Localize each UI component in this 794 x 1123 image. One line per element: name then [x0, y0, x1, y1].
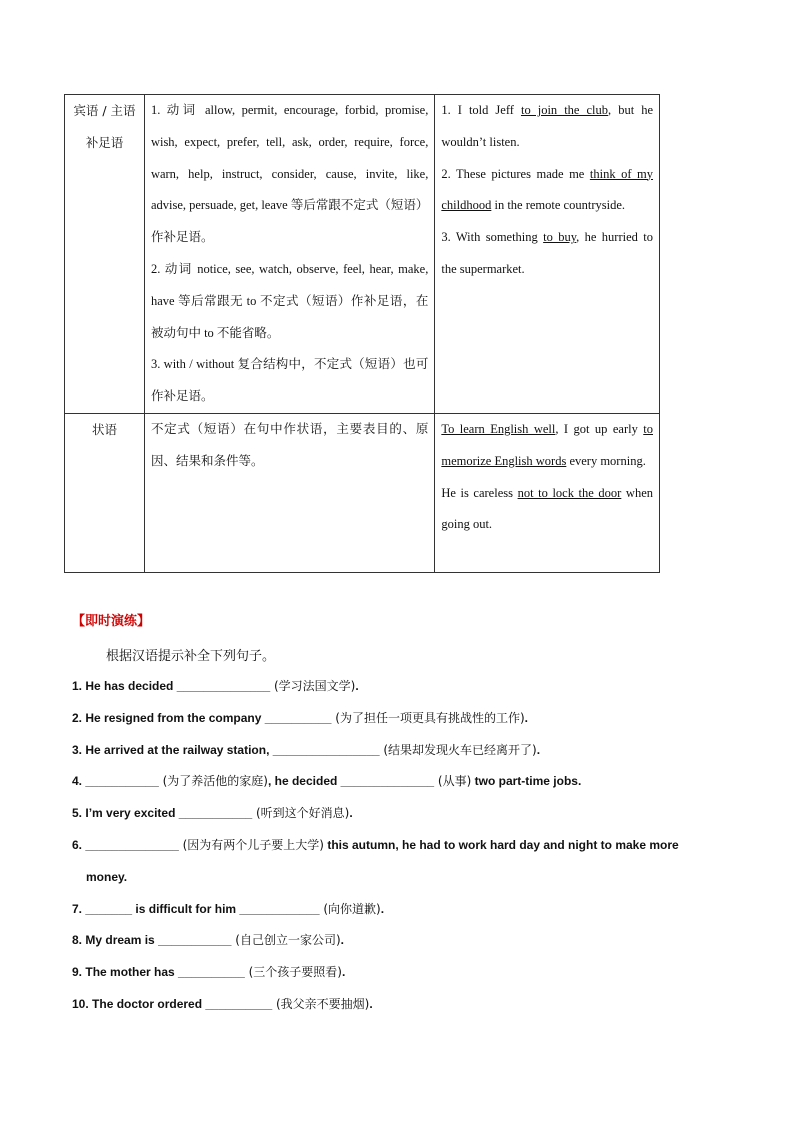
example-sentence: 3. With something to buy, he hurried to the supermarket.	[441, 230, 653, 276]
explanation-text: 3. with / without 复合结构中，不定式（短语）也可作补足语。	[150, 357, 429, 404]
role-cell: 宾语 / 主语补足语	[65, 95, 145, 414]
exercise-item: 3. He arrived at the railway station, ________________ (结果却发现火车已经离开了).	[72, 743, 541, 757]
table-row	[65, 95, 660, 414]
exercise-item: 2. He resigned from the company __________ (为了担任一项更具有挑战性的工作).	[72, 711, 529, 725]
answer-blank: ______________	[340, 774, 435, 788]
exercise-item: 6. ______________ (因为有两个儿子要上大学) this autumn, he had to work hard day and night to make more money.	[72, 838, 679, 884]
answer-blank: ___________	[158, 933, 232, 947]
exercise-item: 1. He has decided ______________ (学习法国文学).	[72, 679, 359, 693]
answer-blank: ______________	[176, 679, 271, 693]
example-cell	[435, 95, 660, 414]
exercise-item: 4. ___________ (为了养活他的家庭), he decided ______________ (从事) two part-time jobs.	[72, 774, 582, 788]
instruction-text: 根据汉语提示补全下列句子。	[106, 649, 276, 664]
answer-blank: ________________	[272, 743, 380, 757]
answer-blank: ___________	[85, 774, 159, 788]
exercise-item: 5. I’m very excited ___________ (听到这个好消息).	[72, 806, 353, 820]
exercise-item: 9. The mother has __________ (三个孩子要照看).	[72, 965, 346, 979]
answer-blank: __________	[205, 997, 273, 1011]
explanation-text: 2. 动词 notice, see, watch, observe, feel, hear, make, have 等后常跟无 to 不定式（短语）作补足语，在被动句中 to 不能省略。	[150, 261, 429, 340]
explanation-cell	[144, 413, 434, 572]
example-sentence: He is careless not to lock the door when going out.	[441, 485, 653, 532]
exercise-item: 8. My dream is ___________ (自己创立一家公司).	[72, 933, 345, 947]
answer-blank: _______	[85, 902, 133, 916]
example-cell	[435, 413, 660, 572]
example-sentence: 2. These pictures made me think of my childhood in the remote countryside.	[441, 166, 654, 213]
role-cell: 状语	[65, 413, 145, 572]
section-title: 【即时演练】	[72, 614, 151, 629]
answer-blank: __________	[264, 711, 332, 725]
answer-blank: ___________	[178, 806, 253, 820]
exercise-item: 10. The doctor ordered __________ (我父亲不要抽烟).	[72, 997, 373, 1011]
answer-blank: ____________	[239, 902, 320, 916]
answer-blank: __________	[178, 965, 245, 979]
explanation-text: 1. 动词 allow, permit, encourage, forbid, promise, wish, expect, prefer, tell, ask, order, require, force, warn, help, instruct, consider, cause, invite, like, advise, persuade, get, leave 等后常跟不定式（短语）作补足语。	[150, 103, 429, 245]
table-row	[65, 413, 660, 572]
answer-blank: ______________	[85, 838, 179, 852]
example-sentence: To learn English well, I got up early to memorize English words every morning.	[441, 421, 653, 468]
grammar-table	[64, 94, 660, 573]
example-sentence: 1. I told Jeff to join the club, but he wouldn’t listen.	[441, 103, 653, 149]
explanation-text: 不定式（短语）在句中作状语，主要表目的、原因、结果和条件等。	[150, 421, 429, 468]
exercise-item: 7. _______ is difficult for him ____________ (向你道歉).	[72, 902, 385, 916]
explanation-cell	[144, 95, 434, 414]
